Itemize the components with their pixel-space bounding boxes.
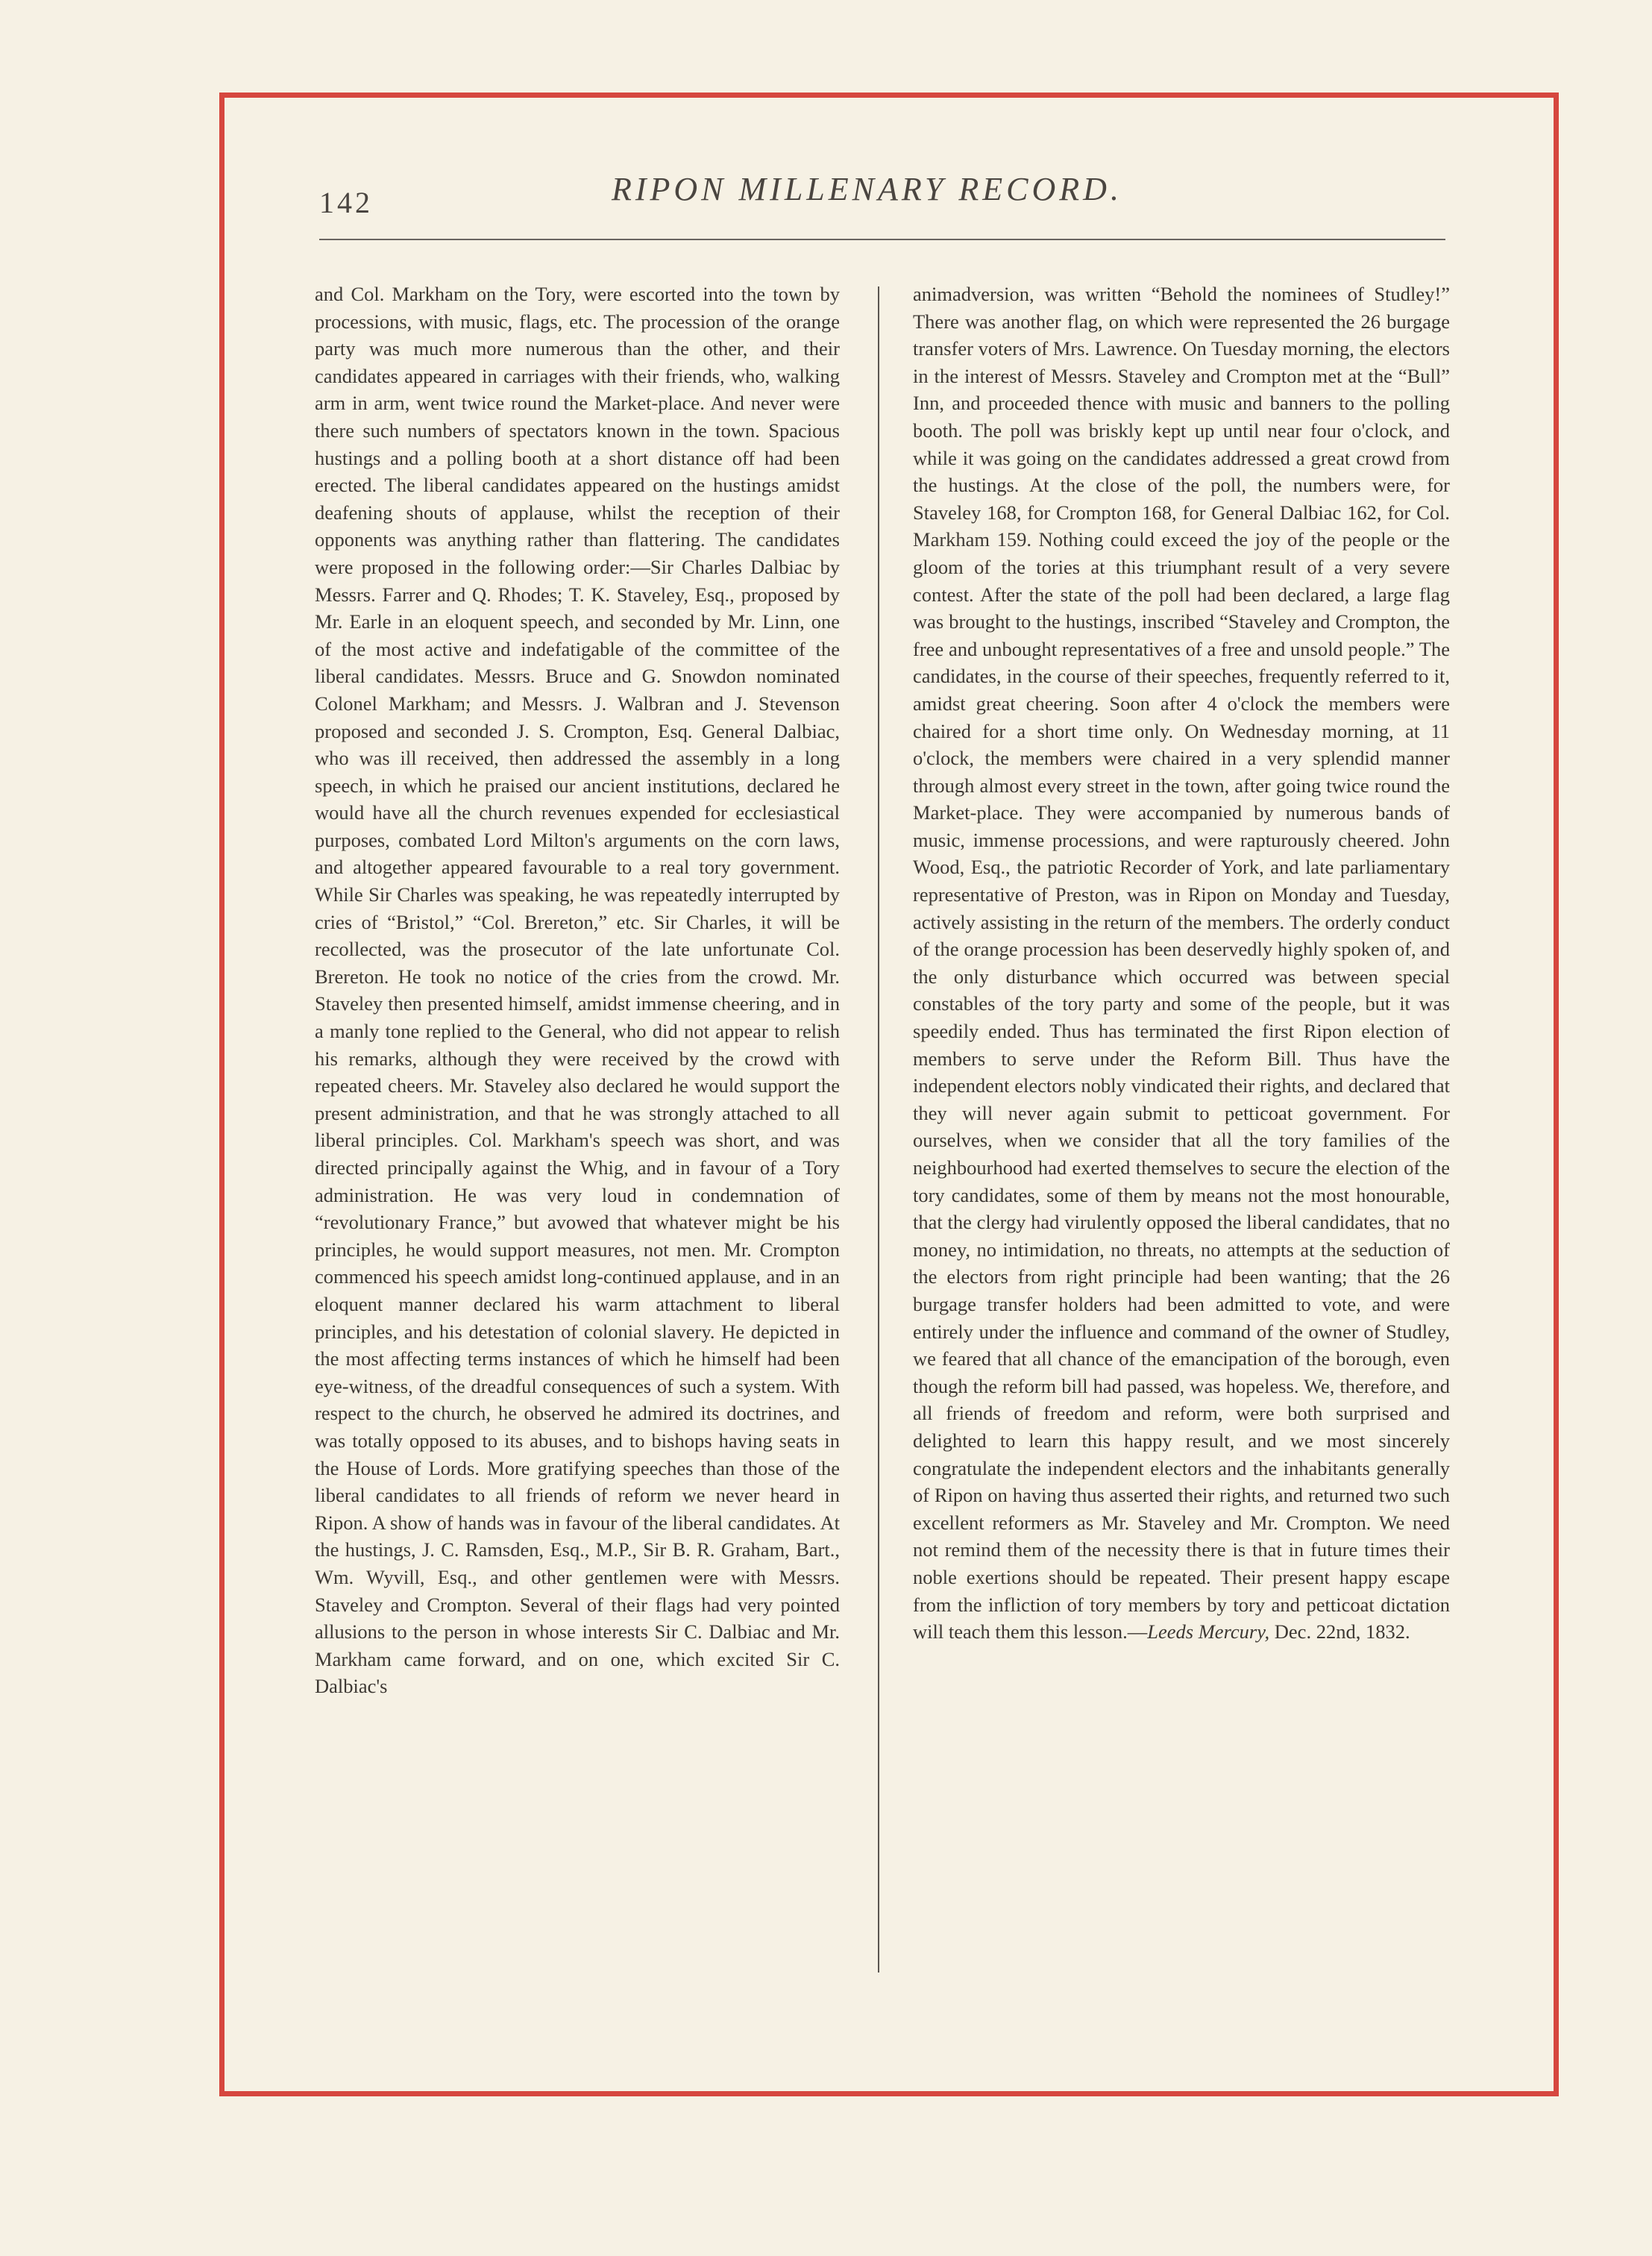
right-column xyxy=(913,281,1450,1646)
citation-date: Dec. 22nd, 1832. xyxy=(1269,1620,1410,1644)
right-column-text: animadversion, was written “Behold the nominees of Studley!” There was another flag, on which were represented the 26 burgage transfer voters of Mrs. Lawrence. On Tuesday morning, the electors in the interest of Messrs. Staveley and Crompton met at the “Bull” Inn, and proceeded thence with music and banners to the polling booth. The poll was briskly kept up until near four o'clock, and while it was going on the candidates addressed a great crowd from the hustings. At the close of the poll, the numbers were, for Staveley 168, for Crompton 168, for General Dalbiac 162, for Col. Markham 159. Nothing could exceed the joy of the people or the gloom of the tories at this triumphant result of a very severe contest. After the state of the poll had been declared, a large flag was brought to the hustings, inscribed “Staveley and Crompton, the free and unbought representatives of a free and unsold people.” The candidates, in the course of their speeches, frequently referred to it, amidst great cheering. Soon after 4 o'clock the members were chaired for a short time only. On Wednesday morning, at 11 o'clock, the members were chaired in a very splendid manner through almost every street in the town, after going twice round the Market-place. They were accompanied by numerous bands of music, immense processions, and were rapturously cheered. John Wood, Esq., the patriotic Recorder of York, and late parliamentary representative of Preston, was in Ripon on Monday and Tuesday, actively assisting in the return of the members. The orderly conduct of the orange procession has been deservedly highly spoken of, and the only disturbance which occurred was between special constables of the tory party and some of the people, but it was speedily ended. Thus has terminated the first Ripon election of members to serve under the Reform Bill. Thus have the independent electors nobly vindicated their rights, and declared that they will never again submit to petticoat government. For ourselves, when we consider that all the tory families of the neighbourhood had exerted themselves to secure the election of the tory candidates, some of them by means not the most honourable, that the clergy had virulently opposed the liberal candidates, that no money, no intimidation, no threats, no attempts at the seduction of the electors from right principle had been wanting; that the 26 burgage transfer holders had been admitted to vote, and were entirely under the influence and command of the owner of Studley, we feared that all chance of the emancipation of the borough, even though the reform bill had passed, was hopeless. We, therefore, and all friends of freedom and reform, were both surprised and delighted to learn this happy result, and we most sincerely congratulate the independent electors and the inhabitants generally of Ripon on having thus asserted their rights, and returned two such excellent reformers as Mr. Staveley and Mr. Crompton. We need not remind them of the necessity there is that in future times their noble exertions should be repeated. Their present happy escape from the infliction of tory members by tory and petticoat dictation will teach them this lesson.— xyxy=(913,283,1450,1644)
left-column-text: and Col. Markham on the Tory, were escorted into the town by processions, with music, flags, etc. The procession of the orange party was much more numerous than the other, and their candidates appeared in carriages with their friends, who, walking arm in arm, went twice round the Market-place. And never were there such numbers of spectators known in the town. Spacious hustings and a polling booth at a short distance off had been erected. The liberal candidates appeared on the hustings amidst deafening shouts of applause, whilst the reception of their opponents was anything rather than flattering. The candidates were proposed in the following order:—Sir Charles Dalbiac by Messrs. Farrer and Q. Rhodes; T. K. Staveley, Esq., proposed by Mr. Earle in an eloquent speech, and seconded by Mr. Linn, one of the most active and indefatigable of the committee of the liberal candidates. Messrs. Bruce and G. Snowdon nominated Colonel Markham; and Messrs. J. Walbran and J. Stevenson proposed and seconded J. S. Crompton, Esq. General Dalbiac, who was ill received, then addressed the assembly in a long speech, in which he praised our ancient institutions, declared he would have all the church revenues expended for ecclesiastical purposes, combated Lord Milton's arguments on the corn laws, and altogether appeared favourable to a real tory government. While Sir Charles was speaking, he was repeatedly interrupted by cries of “Bristol,” “Col. Brereton,” etc. Sir Charles, it will be recollected, was the prosecutor of the late unfortunate Col. Brereton. He took no notice of the cries from the crowd. Mr. Staveley then presented himself, amidst immense cheering, and in a manly tone replied to the General, who did not appear to relish his remarks, although they were received by the crowd with repeated cheers. Mr. Staveley also declared he would support the present administration, and that he was strongly attached to all liberal principles. Col. Markham's speech was short, and was directed principally against the Whig, and in favour of a Tory administration. He was very loud in condemnation of “revolutionary France,” but avowed that whatever might be his principles, he would support measures, not men. Mr. Crompton commenced his speech amidst long-continued applause, and in an eloquent manner declared his warm attachment to liberal principles, and his detestation of colonial slavery. He depicted in the most affecting terms instances of which he himself had been eye-witness, of the dreadful consequences of such a system. With respect to the church, he observed he admired its doctrines, and was totally opposed to its abuses, and to bishops having seats in the House of Lords. More gratifying speeches than those of the liberal candidates to all friends of reform we never heard in Ripon. A show of hands was in favour of the liberal candidates. At the hustings, J. C. Ramsden, Esq., M.P., Sir B. R. Graham, Bart., Wm. Wyvill, Esq., and other gentlemen were with Messrs. Staveley and Crompton. Several of their flags had very pointed allusions to the person in whose interests Sir C. Dalbiac and Mr. Markham came forward, and on one, which excited Sir C. Dalbiac's xyxy=(315,283,840,1698)
running-title: RIPON MILLENARY RECORD. xyxy=(612,171,1122,207)
header-rule xyxy=(319,239,1445,240)
page-number: 142 xyxy=(319,186,373,219)
column-divider xyxy=(878,286,879,1973)
citation-source: Leeds Mercury, xyxy=(1147,1620,1270,1644)
